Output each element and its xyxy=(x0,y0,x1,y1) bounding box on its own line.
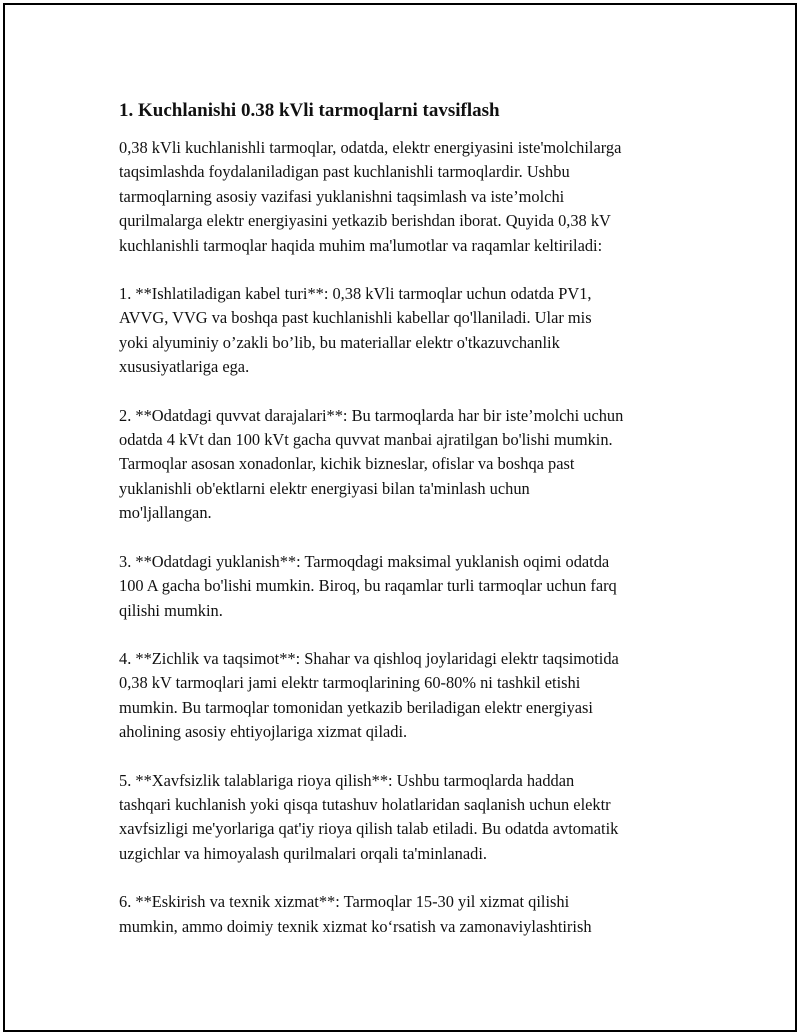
text-line: xavfsizligi me'yorlariga qat'iy rioya qilish talab etiladi. Bu odatda avtomatik xyxy=(119,819,619,839)
text-line: aholining asosiy ehtiyojlariga xizmat qiladi. xyxy=(119,722,408,742)
text-line: 1. **Ishlatiladigan kabel turi**: 0,38 kVli tarmoqlar uchun odatda PV1, xyxy=(119,284,592,304)
text-line: 3. **Odatdagi yuklanish**: Tarmoqdagi maksimal yuklanish oqimi odatda xyxy=(119,551,610,571)
text-line: yoki alyuminiy o’zakli bo’lib, bu materiallar elektr o'tkazuvchanlik xyxy=(119,332,560,352)
text-line: xususiyatlariga ega. xyxy=(119,357,250,377)
text-line: 0,38 kVli kuchlanishli tarmoqlar, odatda, elektr energiyasini iste'molchilarga xyxy=(119,138,622,157)
list-item-typical-load xyxy=(119,550,699,623)
list-item-safety xyxy=(119,769,699,867)
text-line: qurilmalarga elektr energiyasini yetkazib berishdan iborat. Quyida 0,38 kV xyxy=(119,211,611,231)
text-line: AVVG, VVG va boshqa past kuchlanishli kabellar qo'llaniladi. Ular mis xyxy=(119,308,592,328)
text-line: tashqari kuchlanish yoki qisqa tutashuv holatlaridan saqlanish uchun elektr xyxy=(119,794,611,814)
text-line: 2. **Odatdagi quvvat darajalari**: Bu tarmoqlarda har bir iste’molchi uchun xyxy=(119,405,624,425)
list-item-aging-maintenance xyxy=(119,890,699,939)
text-line: 100 A gacha bo'lishi mumkin. Biroq, bu raqamlar turli tarmoqlar uchun farq xyxy=(119,576,617,596)
text-line: tarmoqlarning asosiy vazifasi yuklanishni taqsimlash va iste’molchi xyxy=(119,186,565,206)
section-heading: 1. Kuchlanishi 0.38 kVli tarmoqlarni tavsiflash xyxy=(119,100,500,121)
document-page xyxy=(3,3,797,1032)
text-line: Tarmoqlar asosan xonadonlar, kichik bizneslar, ofislar va boshqa past xyxy=(119,454,575,474)
text-line: odatda 4 kVt dan 100 kVt gacha quvvat manbai ajratilgan bo'lishi mumkin. xyxy=(119,430,613,450)
text-line: mumkin, ammo doimiy texnik xizmat ko‘rsatish va zamonaviylashtirish xyxy=(119,916,592,936)
text-line: mumkin. Bu tarmoqlar tomonidan yetkazib beriladigan elektr energiyasi xyxy=(119,697,593,717)
text-line: mo'ljallangan. xyxy=(119,503,212,523)
intro-paragraph xyxy=(119,136,699,258)
text-line: 5. **Xavfsizlik talablariga rioya qilish**: Ushbu tarmoqlarda haddan xyxy=(119,770,575,790)
text-line: qilishi mumkin. xyxy=(119,600,223,620)
list-item-cable-type xyxy=(119,282,699,380)
text-line: 4. **Zichlik va taqsimot**: Shahar va qishloq joylaridagi elektr taqsimotida xyxy=(119,648,619,668)
document-content xyxy=(119,97,699,963)
text-line: taqsimlashda foydalaniladigan past kuchlanishli tarmoqlardir. Ushbu xyxy=(119,162,570,182)
text-line: uzgichlar va himoyalash qurilmalari orqali ta'minlanadi. xyxy=(119,843,487,863)
list-item-power-levels xyxy=(119,404,699,526)
text-line: kuchlanishli tarmoqlar haqida muhim ma'lumotlar va raqamlar keltiriladi: xyxy=(119,235,603,255)
list-item-density-distribution xyxy=(119,647,699,745)
text-line: 6. **Eskirish va texnik xizmat**: Tarmoqlar 15-30 yil xizmat qilishi xyxy=(119,892,570,912)
text-line: yuklanishli ob'ektlarni elektr energiyasi bilan ta'minlash uchun xyxy=(119,478,530,498)
text-line: 0,38 kV tarmoqlari jami elektr tarmoqlarining 60-80% ni tashkil etishi xyxy=(119,673,581,693)
